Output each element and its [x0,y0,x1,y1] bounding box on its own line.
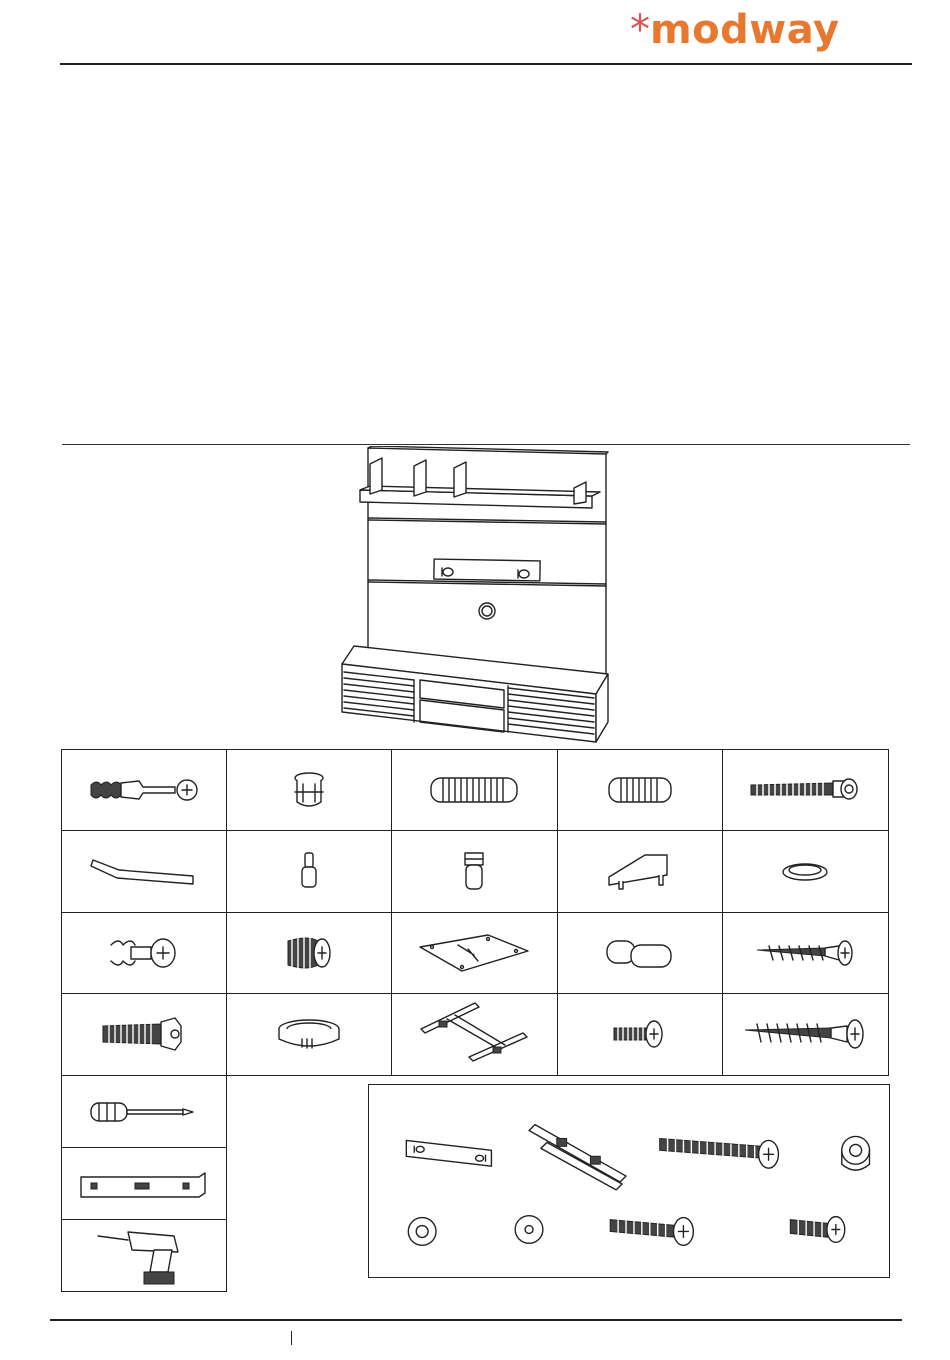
large-washer-icon [408,1218,436,1246]
tv-mount-kit-panel [368,1084,890,1278]
long-machine-bolt-icon [660,1138,779,1168]
part-cell [558,994,723,1075]
small-washer-icon [515,1216,543,1244]
part-cell [392,913,557,994]
part-cell [62,750,227,831]
phillips-screwdriver-icon [89,1097,199,1127]
part-cell [723,831,888,912]
footer-divider [291,1331,292,1345]
part-cell [62,913,227,994]
wall-anchor-icon [101,1016,187,1052]
long-wood-screw-icon [743,1016,867,1052]
power-drill-icon [94,1226,194,1286]
part-cell [723,913,888,994]
cam-bolt-short-icon [109,933,179,973]
spacer-icon [842,1136,870,1170]
part-cell [227,913,392,994]
wall-bracket-icon [406,1140,491,1166]
medium-machine-bolt-icon [610,1218,693,1246]
wood-dowel-small-icon [607,775,673,805]
part-cell [723,994,888,1075]
level-icon [79,1169,209,1199]
tool-cell [62,1220,226,1292]
cable-grommet-icon [274,1017,344,1051]
part-cell [558,913,723,994]
tv-arm-brackets-icon [529,1125,626,1190]
drawer-slide-bracket-icon [419,999,529,1069]
section-rule [62,444,910,445]
part-cell [392,750,557,831]
hardware-grid [61,749,889,1076]
part-cell [227,750,392,831]
wood-dowel-large-icon [429,775,519,805]
threaded-connector-bolt-icon [749,775,861,805]
footer-rule [50,1319,902,1321]
cam-bolt-long-icon [89,775,199,805]
mounting-plate-icon [418,933,530,973]
allen-key-icon [89,856,199,886]
part-cell [558,831,723,912]
tool-cell [62,1076,226,1148]
door-bumper-bracket-icon [605,851,675,891]
shelf-pin-large-icon [461,849,487,893]
felt-pad-icon [780,860,830,882]
shelf-support-pin-icon [605,937,675,969]
cam-lock-icon [289,770,329,810]
brand-asterisk: * [630,7,650,53]
part-cell [723,750,888,831]
part-cell [62,994,227,1075]
tools-panel [61,1076,227,1292]
part-cell [392,994,557,1075]
header-rule [60,63,912,65]
brand-logo [630,8,880,64]
shelf-pin-small-icon [299,851,319,891]
part-cell [392,831,557,912]
part-cell [558,750,723,831]
wood-screw-icon [755,938,855,968]
machine-bolt-icon [612,1019,668,1049]
tool-cell [62,1148,226,1220]
part-cell [227,994,392,1075]
part-cell [62,831,227,912]
product-illustration [330,446,614,744]
short-machine-bolt-icon [790,1217,844,1243]
brand-name: modway [650,7,840,53]
part-cell [227,831,392,912]
insert-screw-icon [284,933,334,973]
